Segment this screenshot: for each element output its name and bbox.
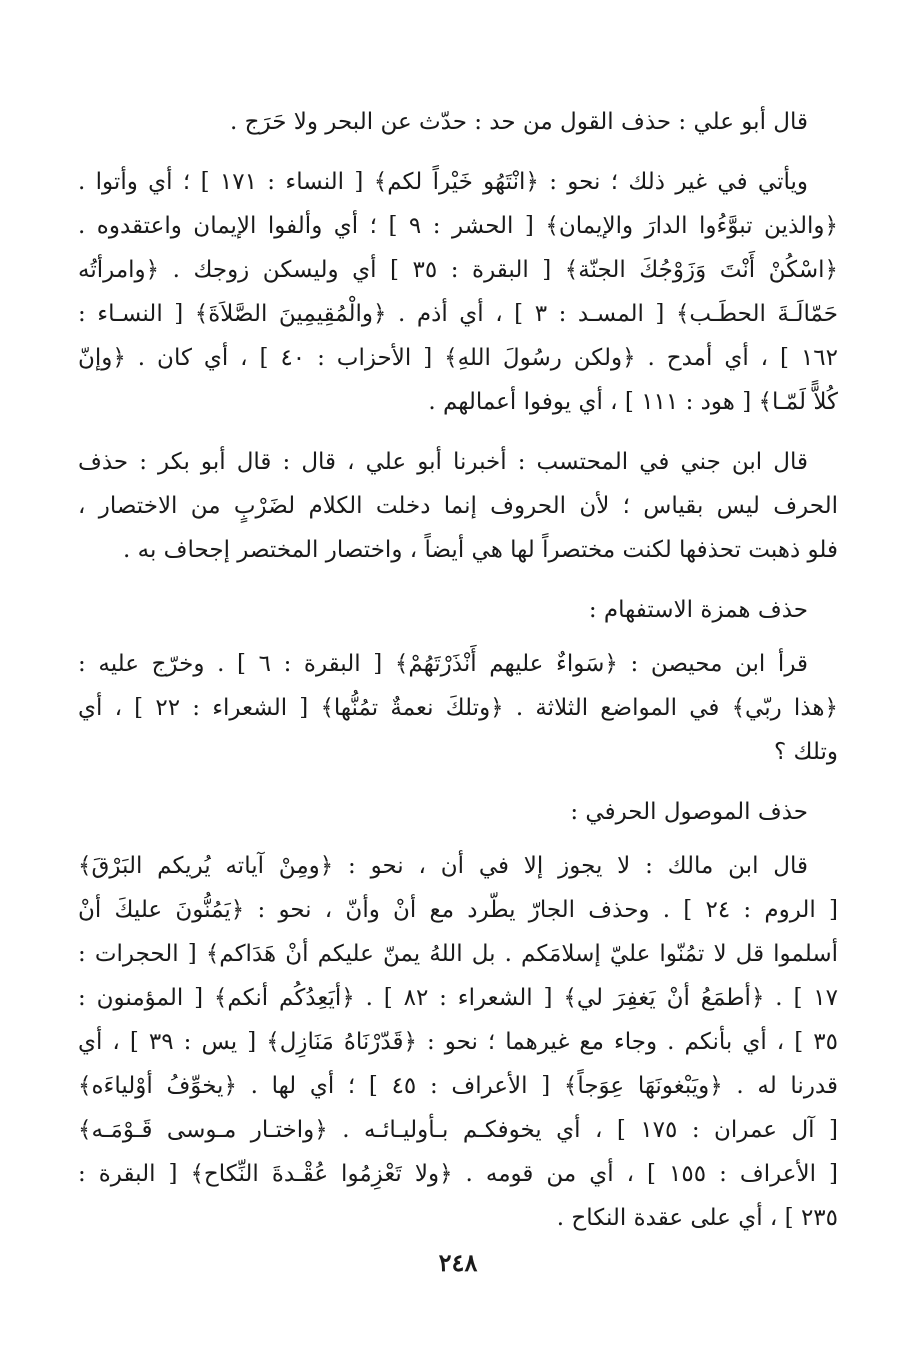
text-line: قرأ ابن محيصن : ﴿سَواءٌ عليهم أَنْذَرْتَهُمْ﴾ [ البقرة : ٦ ] . وخرّج عليه : bbox=[78, 651, 809, 677]
text-line: قال أبو علي : حذف القول من حد : حدّث عن البحر ولا حَرَج . bbox=[230, 109, 808, 135]
text-line: حَمّالَـةَ الحطَـب﴾ [ المسـد : ٣ ] ، أي أذم . ﴿والْمُقِيمِينَ الصَّلاَةَ﴾ [ النسـاء : bbox=[78, 301, 838, 327]
text-line: قال ابن مالك : لا يجوز إلا في أن ، نحو : ﴿ومِنْ آياته يُريكم البَرْقَ﴾ bbox=[78, 853, 808, 879]
text-line: ﴿هذا ربّي﴾ في المواضع الثلاثة . ﴿وتلكَ نعمةٌ تمُنُّها﴾ [ الشعراء : ٢٢ ] ، أي bbox=[78, 695, 838, 721]
section-heading: حذف الموصول الحرفي : bbox=[570, 799, 808, 825]
text-line: قال ابن جني في المحتسب : أخبرنا أبو علي ، قال : قال أبو بكر : حذف bbox=[78, 449, 808, 475]
text-line: ويأتي في غير ذلك ؛ نحو : ﴿انْتَهُو خَيْراً لكم﴾ [ النساء : ١٧١ ] ؛ أي وأتوا . bbox=[78, 169, 808, 195]
text-line: ﴿والذين تبوَّءُوا الدارَ والإيمان﴾ [ الحشر : ٩ ] ؛ أي وألفوا الإيمان واعتقدوه . bbox=[78, 213, 838, 239]
text-line: كُلاًّ لَمّـا﴾ [ هود : ١١١ ] ، أي يوفوا أعمالهم . bbox=[428, 389, 838, 415]
text-line: [ الروم : ٢٤ ] . وحذف الجارّ يطّرد مع أنْ وأنّ ، نحو : ﴿يَمُنُّونَ عليكَ أنْ bbox=[78, 897, 838, 923]
paragraph-5 bbox=[78, 844, 838, 1240]
page-body bbox=[78, 100, 838, 1256]
text-line: ٣٥ ] ، أي بأنكم . وجاء مع غيرهما ؛ نحو : ﴿قَدّرْنَاهُ مَنَازِل﴾ [ يس : ٣٩ ] ، أي bbox=[78, 1029, 838, 1055]
text-line: قدرنا له . ﴿ويَبْغونَهَا عِوَجاً﴾ [ الأعراف : ٤٥ ] ؛ أي لها . ﴿يخوِّفُ أوْلياءَه﴾ bbox=[78, 1073, 838, 1099]
section-heading: حذف همزة الاستفهام : bbox=[588, 597, 808, 623]
text-line: ١٧ ] . ﴿أطمَعُ أنْ يَغفِرَ لي﴾ [ الشعراء : ٨٢ ] . ﴿أيَعِدُكُم أنكم﴾ [ المؤمنون : bbox=[78, 985, 838, 1011]
text-line: ٢٣٥ ] ، أي على عقدة النكاح . bbox=[556, 1205, 838, 1231]
paragraph-4 bbox=[78, 642, 838, 774]
paragraph-2 bbox=[78, 160, 838, 424]
text-line: ١٦٢ ] ، أي أمدح . ﴿ولكن رسُولَ اللهِ﴾ [ الأحزاب : ٤٠ ] ، أي كان . ﴿وإنّ bbox=[78, 345, 838, 371]
text-line: فلو ذهبت تحذفها لكنت مختصراً لها هي أيضاً ، واختصار المختصر إجحاف به . bbox=[123, 537, 838, 563]
text-line: الحرف ليس بقياس ؛ لأن الحروف إنما دخلت الكلام لضَرْبٍ من الاختصار ، bbox=[78, 493, 838, 519]
paragraph-3 bbox=[78, 440, 838, 572]
text-line: [ الأعراف : ١٥٥ ] ، أي من قومه . ﴿ولا تَعْزِمُوا عُقْـدةَ النِّكاح﴾ [ البقرة : bbox=[78, 1161, 838, 1187]
text-line: أسلموا قل لا تمُنّوا عليّ إسلامَكم . بل اللهُ يمنّ عليكم أنْ هَدَاكم﴾ [ الحجرات : bbox=[78, 941, 838, 967]
text-line: [ آل عمران : ١٧٥ ] ، أي يخوفكـم بـأوليـائـه . ﴿واختـار مـوسى قَـوْمَـه﴾ bbox=[78, 1117, 838, 1143]
text-line: ﴿اسْكُنْ أَنْتَ وَزَوْجُكَ الجنّة﴾ [ البقرة : ٣٥ ] أي وليسكن زوجك . ﴿وامرأتُه bbox=[78, 257, 838, 283]
paragraph-1 bbox=[78, 100, 838, 144]
page-number: ٢٤٨ bbox=[438, 1248, 478, 1277]
text-line: وتلك ؟ bbox=[773, 739, 838, 765]
